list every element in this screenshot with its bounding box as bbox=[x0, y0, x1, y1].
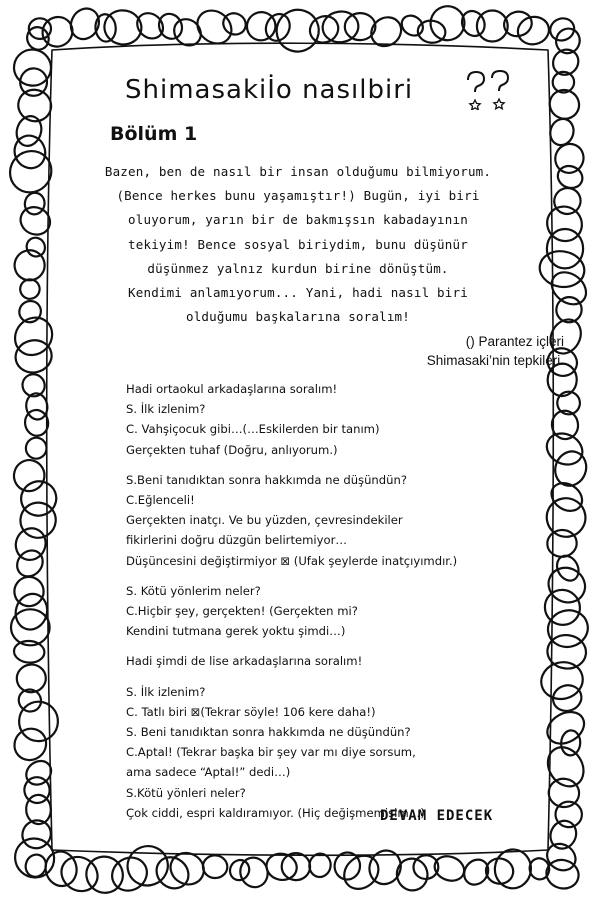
frame-loop bbox=[425, 1, 470, 46]
page-title: Shimasakiİo nasılbiri bbox=[125, 75, 414, 105]
dialog-line: S. İlk izlenim? bbox=[126, 402, 206, 417]
dialog-line: S.Beni tanıdıktan sonra hakkımda ne düşündün? bbox=[126, 472, 407, 487]
dialog-line: C.Aptal! (Tekrar başka bir şey var mı diye sorsum, bbox=[126, 745, 416, 760]
frame-loop bbox=[220, 10, 250, 39]
frame-loop bbox=[122, 840, 173, 891]
frame-loop bbox=[8, 722, 53, 766]
note-line: () Parantez içleri bbox=[465, 334, 564, 349]
frame-loop bbox=[538, 583, 587, 632]
frame-loop bbox=[542, 428, 588, 471]
dialog-line: S. Beni tanıdıktan sonra hakkımda ne düşündün? bbox=[126, 725, 411, 740]
dialog-line: C.Hiçbir şey, gerçekten! (Gerçekten mi? bbox=[126, 604, 358, 619]
spacer bbox=[126, 571, 506, 581]
frame-loop bbox=[155, 10, 186, 43]
dialog-line: Çok ciddi, espri kaldıramıyor. (Hiç değişmemişim…) bbox=[126, 805, 425, 820]
frame-loop bbox=[539, 491, 593, 545]
frame-loop bbox=[1, 142, 59, 200]
spacer bbox=[126, 641, 506, 651]
spacer bbox=[126, 672, 506, 682]
dialog-line: Hadi şimdi de lise arkadaşlarına soralım! bbox=[126, 654, 363, 669]
dialog-line: Gerçekten inatçı. Ve bu yüzden, çevresindekiler bbox=[126, 513, 403, 528]
frame-loop bbox=[459, 855, 493, 890]
frame-loop bbox=[398, 12, 427, 40]
intro-paragraph bbox=[98, 160, 498, 329]
frame-loop bbox=[554, 800, 584, 829]
intro-line: (Bence herkes bunu yaşamıştır!) Bugün, iyi biri bbox=[116, 188, 480, 204]
frame-loop bbox=[548, 44, 584, 80]
frame-loop bbox=[546, 529, 578, 559]
frame-loop bbox=[541, 741, 591, 794]
dialog-line: C. Vahşiçocuk gibi…(…Eskilerden bir tanım) bbox=[126, 422, 380, 437]
to-be-continued: DEVAM EDECEK bbox=[380, 808, 494, 824]
frame-loop bbox=[13, 640, 45, 664]
dialog-line: Hadi ortaokul arkadaşlarına soralım! bbox=[126, 382, 338, 396]
intro-line: Bazen, ben de nasıl bir insan olduğumu bilmiyorum. bbox=[104, 164, 492, 179]
frame-loop bbox=[515, 14, 552, 48]
dialog-line: S. Kötü yönlerim neler? bbox=[126, 583, 261, 598]
frame-loop bbox=[23, 191, 46, 216]
frame-loop bbox=[17, 276, 44, 303]
intro-line: düşünmez yalnız kurdun birine dönüştüm. bbox=[147, 260, 449, 276]
intro-line: oluyorum, yarın bir de bakmışsın kabadayının bbox=[128, 212, 468, 228]
chapter-heading: Bölüm 1 bbox=[110, 123, 198, 145]
frame-loop bbox=[14, 86, 55, 125]
frame-loop bbox=[542, 561, 591, 608]
dialog-line: fikirlerini doğru düzgün belirtemiyor… bbox=[126, 533, 347, 548]
frame-loop bbox=[23, 234, 48, 260]
frame-loop bbox=[18, 370, 49, 401]
frame-loop bbox=[11, 524, 51, 565]
dialog-line: Kendini tutmana gerek yoktu şimdi…) bbox=[126, 624, 346, 639]
frame-loop bbox=[24, 436, 48, 460]
frame-loop bbox=[7, 830, 62, 885]
note-line: Shimasaki’nin tepkileri. bbox=[426, 353, 564, 368]
parentheses-note bbox=[427, 332, 564, 370]
frame-loop bbox=[546, 477, 587, 516]
frame-loop bbox=[11, 457, 48, 495]
frame-loop bbox=[13, 337, 55, 376]
frame-loop bbox=[202, 855, 228, 879]
intro-line: tekiyim! Bence sosyal biriydim, bunu düşünür bbox=[128, 236, 468, 252]
spacer bbox=[126, 460, 506, 470]
frame-loop bbox=[79, 849, 130, 900]
dialog-line: S. İlk izlenim? bbox=[126, 684, 206, 699]
intro-line: olduğumu başkalarına soralım! bbox=[185, 309, 411, 325]
interview-dialog bbox=[126, 379, 506, 823]
dialog-line: C. Tatlı biri ⊠(Tekrar söyle! 106 kere daha!) bbox=[126, 704, 376, 719]
intro-line: Kendimi anlamıyorum... Yani, hadi nasıl biri bbox=[128, 285, 468, 301]
frame-loop bbox=[550, 184, 584, 218]
question-marks-icon bbox=[462, 68, 518, 110]
dialog-line: C.Eğlenceli! bbox=[126, 493, 195, 508]
frame-loop bbox=[542, 706, 590, 750]
dialog-line: Gerçekten tuhaf (Doğru, anlıyorum.) bbox=[126, 442, 338, 457]
frame-loop bbox=[11, 590, 51, 633]
frame-loop bbox=[270, 3, 326, 59]
frame-loop bbox=[15, 297, 45, 326]
dialog-line: Düşüncesini değiştirmiyor ⊠ (Ufak şeylerde inatçıyımdır.) bbox=[126, 553, 458, 568]
dialog-line: ama sadece “Aptal!” dedi…) bbox=[126, 765, 291, 780]
frame-loop bbox=[553, 25, 584, 57]
frame-loop bbox=[13, 113, 45, 149]
dialog-line: S.Kötü yönleri neler? bbox=[126, 785, 246, 800]
frame-loop bbox=[431, 852, 468, 885]
